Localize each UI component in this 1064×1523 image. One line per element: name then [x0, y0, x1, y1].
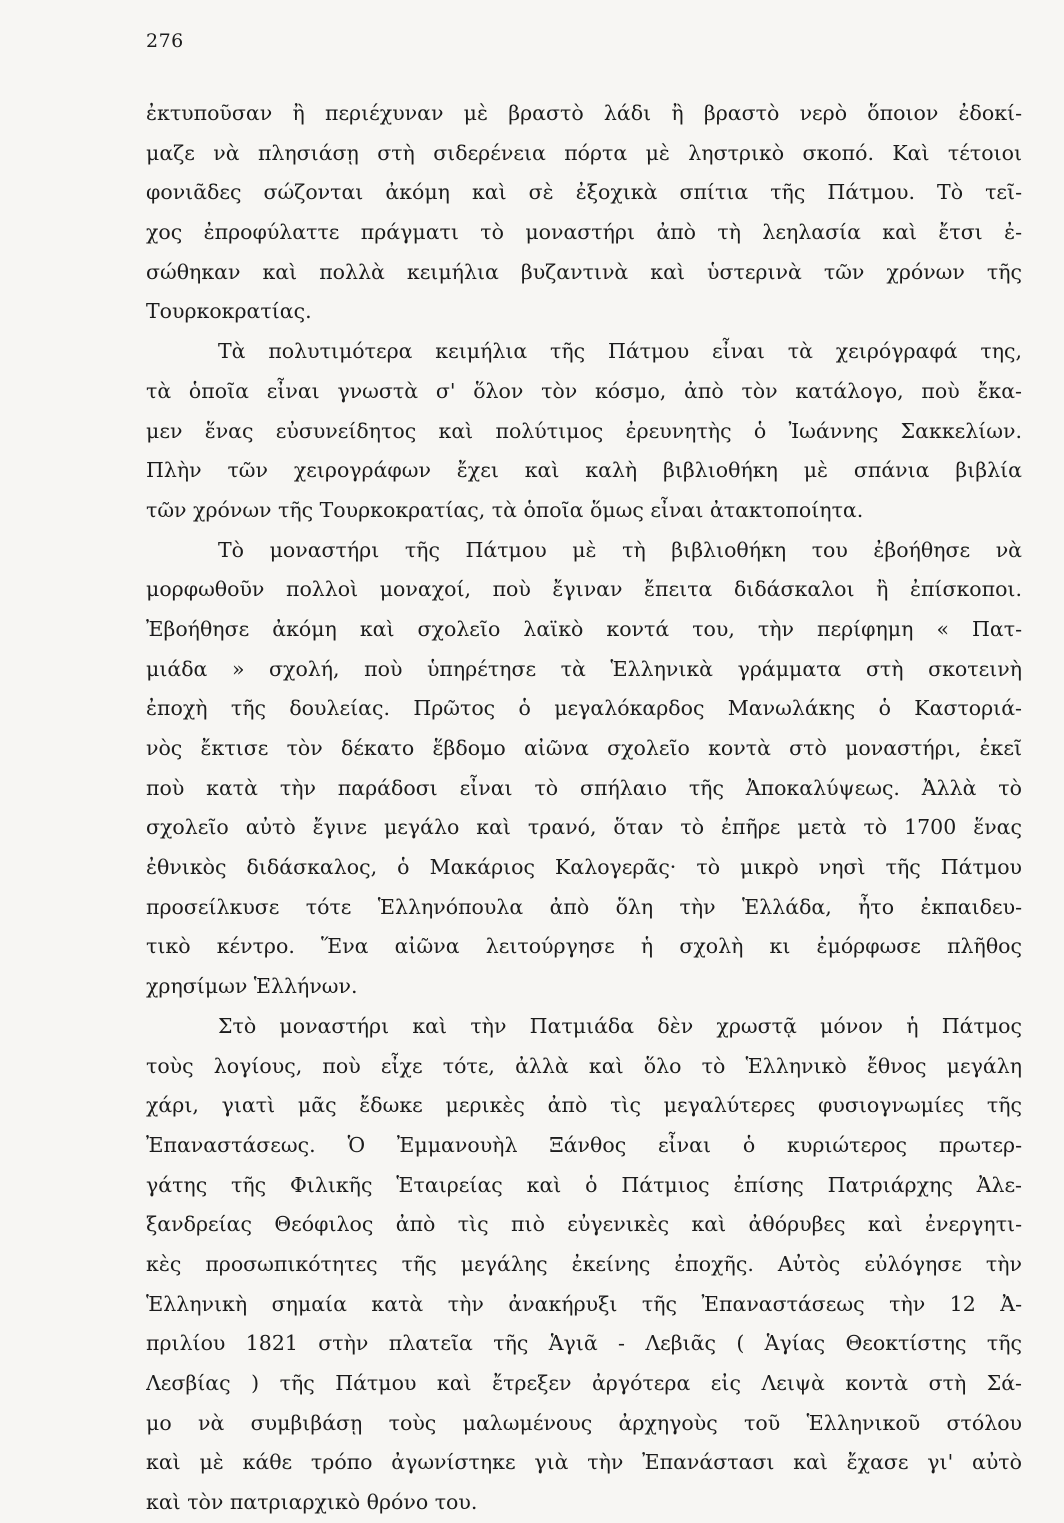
paragraph [146, 94, 1022, 332]
paragraph [146, 531, 1022, 1007]
text-line: χρησίμων Ἑλλήνων. [146, 974, 358, 999]
text-line: μιάδα » σχολή, ποὺ ὑπηρέτησε τὰ Ἑλληνικὰ γράμματα στὴ σκοτεινὴ [146, 656, 1022, 681]
text-line: Λεσβίας ) τῆς Πάτμου καὶ ἔτρεξεν ἀργότερα εἰς Λειψὰ κοντὰ στὴ Σά- [146, 1371, 1022, 1395]
text-line: τικὸ κέντρο. Ἕνα αἰῶνα λειτούργησε ἡ σχολὴ κι ἐμόρφωσε πλῆθος [146, 934, 1022, 959]
text-body [146, 94, 1022, 1523]
text-line: Ἑλληνικὴ σημαία κατὰ τὴν ἀνακήρυξι τῆς Ἐπαναστάσεως τὴν 12 Ἀ- [146, 1291, 1022, 1316]
text-line: μο νὰ συμβιβάσῃ τοὺς μαλωμένους ἀρχηγοὺς τοῦ Ἑλληνικοῦ στόλου [146, 1410, 1022, 1435]
text-line: ἐθνικὸς διδάσκαλος, ὁ Μακάριος Καλογερᾶς· τὸ μικρὸ νησὶ τῆς Πάτμου [146, 855, 1022, 880]
text-line: γάτης τῆς Φιλικῆς Ἑταιρείας καὶ ὁ Πάτμιος ἐπίσης Πατριάρχης Ἀλε- [146, 1172, 1022, 1197]
text-line: Τὸ μοναστήρι τῆς Πάτμου μὲ τὴ βιβλιοθήκη του ἐβοήθησε νὰ [218, 537, 1022, 562]
text-line: καὶ μὲ κάθε τρόπο ἀγωνίστηκε γιὰ τὴν Ἐπανάστασι καὶ ἔχασε γι' αὐτὸ [146, 1450, 1022, 1475]
text-line: σχολεῖο αὐτὸ ἔγινε μεγάλο καὶ τρανό, ὅταν τὸ ἐπῆρε μετὰ τὸ 1700 ἕνας [146, 815, 1022, 840]
text-line: κὲς προσωπικότητες τῆς μεγάλης ἐκείνης ἐποχῆς. Αὐτὸς εὐλόγησε τὴν [146, 1251, 1022, 1276]
text-line: Τουρκοκρατίας. [146, 299, 312, 324]
page-number: 276 [146, 30, 184, 52]
paragraph [146, 1007, 1022, 1523]
text-line: μορφωθοῦν πολλοὶ μοναχοί, ποὺ ἔγιναν ἔπειτα διδάσκαλοι ἢ ἐπίσκοποι. [146, 577, 1022, 602]
text-line: μαζε νὰ πλησιάσῃ στὴ σιδερένεια πόρτα μὲ ληστρικὸ σκοπό. Καὶ τέτοιοι [146, 140, 1022, 165]
text-line: Στὸ μοναστήρι καὶ τὴν Πατμιάδα δὲν χρωστᾷ μόνον ἡ Πάτμος [218, 1013, 1022, 1038]
text-line: χος ἐπροφύλαττε πράγματι τὸ μοναστήρι ἀπὸ τὴ λεηλασία καὶ ἔτσι ἐ- [146, 220, 1022, 245]
text-line: ἐκτυποῦσαν ἢ περιέχυναν μὲ βραστὸ λάδι ἢ βραστὸ νερὸ ὅποιον ἐδοκί- [146, 101, 1022, 125]
text-line: τῶν χρόνων τῆς Τουρκοκρατίας, τὰ ὁποῖα ὅμως εἶναι ἀτακτοποίητα. [146, 497, 864, 522]
text-line: μεν ἕνας εὐσυνείδητος καὶ πολύτιμος ἐρευνητὴς ὁ Ἰωάννης Σακκελίων. [146, 418, 1022, 443]
text-line: ποὺ κατὰ τὴν παράδοσι εἶναι τὸ σπήλαιο τῆς Ἀποκαλύψεως. Ἀλλὰ τὸ [146, 775, 1022, 800]
paragraph [146, 332, 1022, 530]
text-line: σώθηκαν καὶ πολλὰ κειμήλια βυζαντινὰ καὶ ὑστερινὰ τῶν χρόνων τῆς [146, 259, 1022, 284]
text-line: καὶ τὸν πατριαρχικὸ θρόνο του. [146, 1490, 478, 1515]
text-line: πριλίου 1821 στὴν πλατεῖα τῆς Ἁγιᾶ - Λεβιᾶς ( Ἁγίας Θεοκτίστης τῆς [146, 1331, 1022, 1356]
text-line: τὰ ὁποῖα εἶναι γνωστὰ σ' ὅλον τὸν κόσμο, ἀπὸ τὸν κατάλογο, ποὺ ἔκα- [146, 378, 1022, 403]
text-line: Ἐβοήθησε ἀκόμη καὶ σχολεῖο λαϊκὸ κοντά του, τὴν περίφημη « Πατ- [146, 616, 1022, 641]
text-line: Τὰ πολυτιμότερα κειμήλια τῆς Πάτμου εἶναι τὰ χειρόγραφά της, [218, 339, 1022, 364]
text-line: τοὺς λογίους, ποὺ εἶχε τότε, ἀλλὰ καὶ ὅλο τὸ Ἑλληνικὸ ἔθνος μεγάλη [146, 1053, 1022, 1078]
text-line: νὸς ἔκτισε τὸν δέκατο ἕβδομο αἰῶνα σχολεῖο κοντὰ στὸ μοναστήρι, ἐκεῖ [146, 736, 1022, 760]
text-line: προσείλκυσε τότε Ἑλληνόπουλα ἀπὸ ὅλη τὴν Ἑλλάδα, ἦτο ἐκπαιδευ- [146, 894, 1022, 919]
text-line: ἐποχὴ τῆς δουλείας. Πρῶτος ὁ μεγαλόκαρδος Μανωλάκης ὁ Καστοριά- [146, 696, 1022, 721]
text-line: ξανδρείας Θεόφιλος ἀπὸ τὶς πιὸ εὐγενικὲς καὶ ἀθόρυβες καὶ ἐνεργητι- [146, 1212, 1022, 1237]
text-line: χάρι, γιατὶ μᾶς ἔδωκε μερικὲς ἀπὸ τὶς μεγαλύτερες φυσιογνωμίες τῆς [146, 1093, 1022, 1118]
text-line: Ἐπαναστάσεως. Ὁ Ἐμμανουὴλ Ξάνθος εἶναι ὁ κυριώτερος πρωτερ- [146, 1132, 1022, 1157]
text-line: φονιᾶδες σώζονται ἀκόμη καὶ σὲ ἐξοχικὰ σπίτια τῆς Πάτμου. Τὸ τεῖ- [146, 180, 1022, 205]
text-line: Πλὴν τῶν χειρογράφων ἔχει καὶ καλὴ βιβλιοθήκη μὲ σπάνια βιβλία [146, 458, 1022, 483]
